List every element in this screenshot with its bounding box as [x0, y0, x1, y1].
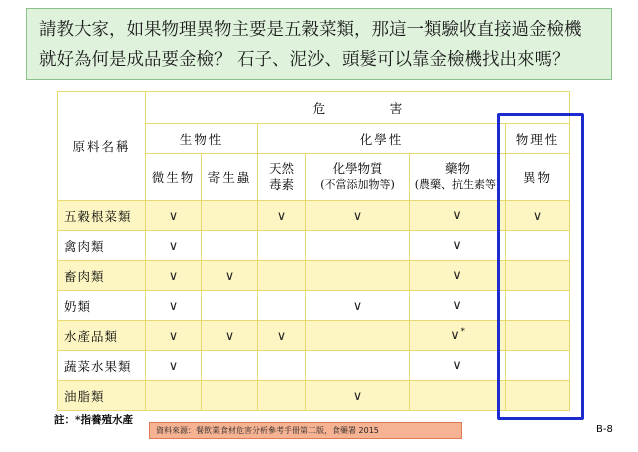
cell-toxin — [258, 381, 306, 411]
check-mark: ∨ — [168, 358, 179, 374]
check-mark: ∨ — [168, 268, 179, 284]
cell-drug — [410, 381, 506, 411]
cell-drug — [410, 231, 506, 261]
cell-parasite — [202, 261, 258, 291]
check-mark: ∨ — [352, 388, 363, 404]
check-mark: ∨ — [450, 328, 460, 344]
cell-toxin — [258, 201, 306, 231]
cell-drug — [410, 291, 506, 321]
raw-material-header: 原料名稱 — [58, 92, 146, 201]
check-mark: ∨ — [352, 208, 363, 224]
page-number: B-8 — [596, 424, 613, 435]
cell-microbe — [146, 231, 202, 261]
row-name: 油脂類 — [58, 381, 146, 411]
drug-line-2: (農藥、抗生素等) — [414, 178, 501, 191]
cell-microbe — [146, 351, 202, 381]
parasite-column-header: 寄生蟲 — [202, 154, 258, 201]
natural-toxin-column-header — [258, 154, 306, 201]
cell-parasite — [202, 291, 258, 321]
cell-toxin — [258, 291, 306, 321]
hazard-table — [57, 91, 570, 411]
cell-foreign — [506, 291, 570, 321]
check-mark: ∨ — [168, 238, 179, 254]
check-mark: ∨ — [276, 208, 287, 224]
row-name: 水產品類 — [58, 321, 146, 351]
cell-parasite — [202, 201, 258, 231]
cell-chemical — [306, 231, 410, 261]
cell-toxin — [258, 321, 306, 351]
natural-toxin-line-1: 天然 — [268, 161, 294, 176]
check-mark: ∨ — [452, 268, 462, 284]
cell-drug — [410, 201, 506, 231]
check-mark: ∨ — [224, 268, 235, 284]
biological-group-header: 生物性 — [146, 124, 258, 154]
question-line-2: 就好為何是成品要金檢？ 石子、泥沙、頭髮可以靠金檢機找出來嗎？ — [39, 50, 570, 70]
cell-parasite — [202, 321, 258, 351]
chemical-substance-line-2: (不當添加物等) — [320, 178, 395, 191]
table-row — [58, 351, 570, 381]
cell-chemical — [306, 261, 410, 291]
row-name: 蔬菜水果類 — [58, 351, 146, 381]
cell-foreign — [506, 351, 570, 381]
table-row — [58, 201, 570, 231]
cell-microbe — [146, 291, 202, 321]
check-mark: ∨ — [352, 298, 363, 314]
check-mark: ∨ — [532, 208, 543, 224]
cell-foreign — [506, 231, 570, 261]
natural-toxin-line-2: 毒素 — [268, 177, 294, 192]
check-mark: ∨ — [168, 328, 179, 344]
table-row — [58, 231, 570, 261]
check-mark: ∨ — [452, 358, 462, 374]
row-name: 五穀根菜類 — [58, 201, 146, 231]
foreign-matter-column-header: 異物 — [506, 154, 570, 201]
check-mark: ∨ — [452, 298, 462, 314]
cell-parasite — [202, 351, 258, 381]
cell-foreign — [506, 321, 570, 351]
check-mark: ∨ — [168, 208, 179, 224]
cell-foreign — [506, 381, 570, 411]
cell-parasite — [202, 231, 258, 261]
cell-foreign — [506, 261, 570, 291]
footnote: 註：*指養殖水產 — [54, 414, 133, 426]
drug-line-1: 藥物 — [444, 161, 470, 176]
cell-chemical — [306, 381, 410, 411]
cell-toxin — [258, 351, 306, 381]
cell-chemical — [306, 351, 410, 381]
check-mark: ∨ — [224, 328, 235, 344]
question-line-1: 請教大家，如果物理異物主要是五穀菜類，那這一類驗收直接過金檢機 — [39, 20, 582, 40]
cell-chemical — [306, 321, 410, 351]
check-mark: ∨ — [452, 238, 462, 254]
cell-drug — [410, 351, 506, 381]
cell-microbe — [146, 381, 202, 411]
cell-toxin — [258, 261, 306, 291]
row-name: 禽肉類 — [58, 231, 146, 261]
cell-toxin — [258, 231, 306, 261]
cell-microbe — [146, 201, 202, 231]
cell-foreign — [506, 201, 570, 231]
physical-group-header: 物理性 — [506, 124, 570, 154]
row-name: 奶類 — [58, 291, 146, 321]
drug-column-header — [410, 154, 506, 201]
table-row — [58, 261, 570, 291]
cell-chemical — [306, 201, 410, 231]
table-row — [58, 321, 570, 351]
chemical-substance-column-header — [306, 154, 410, 201]
check-mark: ∨ — [452, 208, 462, 224]
table-row — [58, 291, 570, 321]
cell-microbe — [146, 261, 202, 291]
check-mark: ∨ — [276, 328, 287, 344]
cell-microbe — [146, 321, 202, 351]
row-name: 畜肉類 — [58, 261, 146, 291]
cell-drug — [410, 321, 506, 351]
footnote-star: * — [460, 327, 465, 337]
chemical-substance-line-1: 化學物質 — [332, 161, 383, 176]
source-citation: 資料來源：餐飲業食材危害分析參考手冊第二版，食藥署 2015 — [149, 422, 462, 439]
cell-chemical — [306, 291, 410, 321]
microbe-column-header: 微生物 — [146, 154, 202, 201]
table-row — [58, 381, 570, 411]
check-mark: ∨ — [168, 298, 179, 314]
cell-parasite — [202, 381, 258, 411]
hazard-header: 危 害 — [146, 92, 570, 124]
cell-drug — [410, 261, 506, 291]
chemical-group-header: 化學性 — [258, 124, 506, 154]
question-box — [26, 8, 612, 80]
